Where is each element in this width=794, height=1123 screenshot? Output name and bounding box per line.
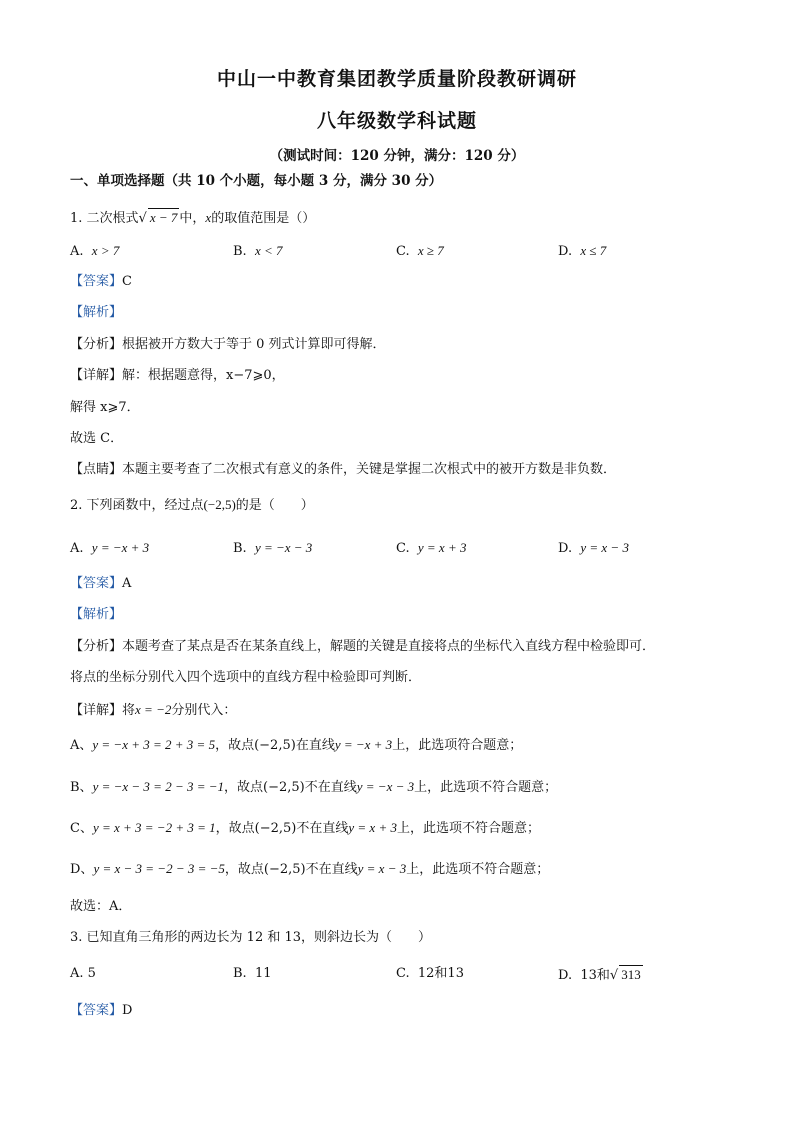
- q1-xiangjie: 【详解】解：根据题意得，x−7⩾0，: [70, 368, 285, 383]
- q1-step3: 故选 C．: [70, 431, 124, 446]
- q1-prefix: 1. 二次根式: [70, 211, 139, 226]
- q2-item-c: C、y = x + 3 = −2 + 3 = 1，故点(−2,5)不在直线y = x + 3上，此选项不符合题意；: [70, 820, 540, 836]
- answer-tag: 【答案】: [70, 274, 123, 289]
- q2-option-b[interactable]: B. y = −x − 3: [233, 540, 313, 556]
- question-3: 3. 已知直角三角形的两边长为 12 和 13，则斜边长为（ ）: [70, 930, 432, 945]
- q1-var: x: [205, 210, 212, 225]
- q2-fenxi-2: 将点的坐标分别代入四个选项中的直线方程中检验即可判断．: [70, 670, 422, 685]
- q2-option-a[interactable]: A. y = −x + 3: [70, 540, 150, 556]
- q1-answer: 【答案】C: [70, 274, 132, 289]
- question-2: 2. 下列函数中，经过点(−2,5)的是（ ）: [70, 497, 314, 513]
- q2-item-d: D、y = x − 3 = −2 − 3 = −5，故点(−2,5)不在直线y = x − 3上，此选项不符合题意；: [70, 861, 550, 877]
- q2-item-a: A、y = −x + 3 = 2 + 3 = 5，故点(−2,5)在直线y = −x + 3上，此选项符合题意；: [70, 737, 523, 753]
- q1-option-b[interactable]: B. x < 7: [233, 243, 283, 259]
- q2-jiexi: 【解析】: [70, 607, 123, 622]
- q3-option-d[interactable]: D. 13和√ 313: [558, 967, 641, 983]
- q2-conclusion: 故选：A．: [70, 899, 132, 914]
- q1-suffix: 的取值范围是（）: [211, 211, 316, 226]
- q3-option-c[interactable]: C. 12和13: [396, 966, 464, 981]
- q1-mid: 中，: [179, 211, 206, 226]
- q1-dianjing: 【点睛】本题主要考查了二次根式有意义的条件，关键是掌握二次根式中的被开方数是非负数．: [70, 462, 617, 477]
- q3-option-a[interactable]: A. 5: [70, 966, 96, 981]
- q2-xiangjie: 【详解】将x = −2分别代入：: [70, 702, 237, 718]
- q1-fenxi: 【分析】根据被开方数大于等于 0 列式计算即可得解．: [70, 337, 386, 352]
- question-1: [70, 208, 315, 228]
- q2-option-d[interactable]: D. y = x − 3: [558, 540, 629, 556]
- q2-option-c[interactable]: C. y = x + 3: [396, 540, 467, 556]
- exam-time-score: （测试时间：120 分钟，满分：120 分）: [269, 148, 525, 164]
- exam-title: 中山一中教育集团教学质量阶段教研调研: [216, 68, 577, 90]
- q1-jiexi: 【解析】: [70, 305, 123, 320]
- sqrt-icon: √: [609, 968, 619, 983]
- exam-subtitle: 八年级数学科试题: [316, 110, 477, 132]
- q3-answer: 【答案】D: [70, 1003, 133, 1018]
- q1-option-a[interactable]: A. x > 7: [70, 243, 120, 259]
- q1-radicand: x − 7: [149, 210, 178, 225]
- q1-option-c[interactable]: C. x ≥ 7: [396, 243, 444, 259]
- q2-answer: 【答案】A: [70, 576, 132, 591]
- q1-option-d[interactable]: D. x ≤ 7: [558, 243, 607, 259]
- sqrt-icon: √: [138, 211, 147, 226]
- q1-step2: 解得 x⩾7．: [70, 400, 140, 415]
- section-heading: 一、单项选择题（共 10 个小题，每小题 3 分，满分 30 分）: [70, 173, 443, 189]
- q2-item-b: B、y = −x − 3 = 2 − 3 = −1，故点(−2,5)不在直线y = −x − 3上，此选项不符合题意；: [70, 779, 558, 795]
- q3-option-b[interactable]: B. 11: [233, 966, 272, 981]
- q2-fenxi: 【分析】本题考查了某点是否在某条直线上，解题的关键是直接将点的坐标代入直线方程中检验即可．: [70, 639, 656, 654]
